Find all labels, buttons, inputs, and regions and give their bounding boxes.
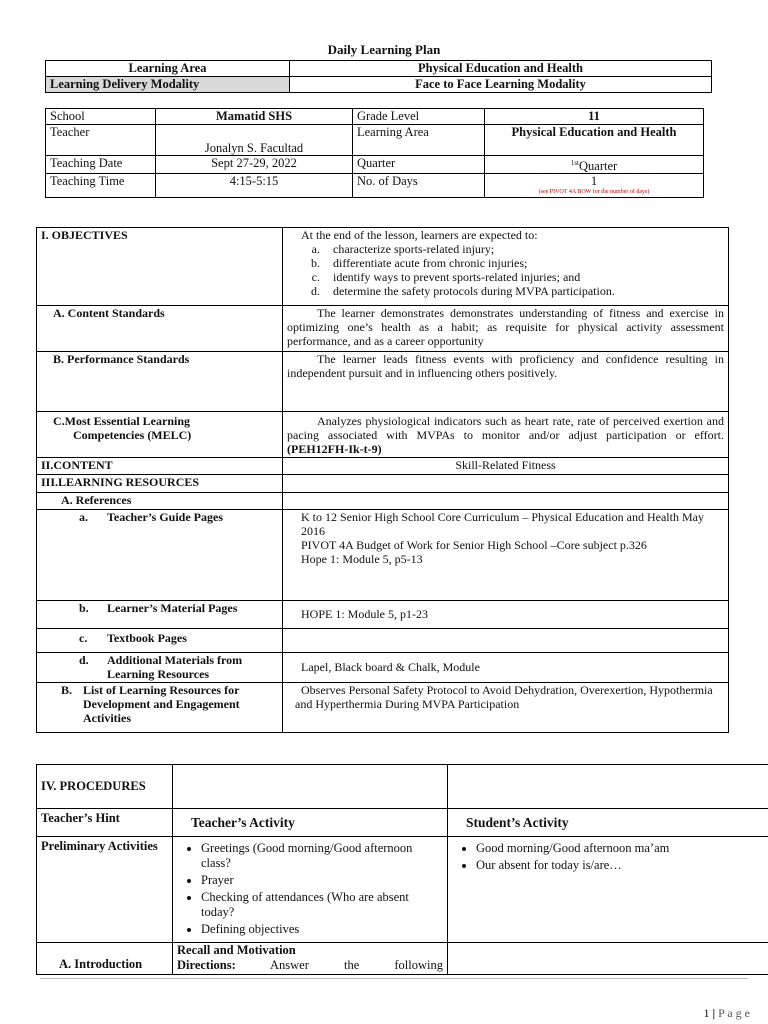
objective-item: b. differentiate acute from chronic injuries;: [323, 256, 724, 270]
days-note: (see PIVOT 4A BOW for the number of days): [538, 189, 650, 196]
learning-area-value: Physical Education and Health: [290, 61, 712, 77]
procedures-heading: IV. PROCEDURES: [37, 765, 173, 809]
list-item: • Defining objectives: [201, 922, 443, 937]
page-title: Daily Learning Plan: [327, 42, 441, 57]
header-table: [45, 60, 712, 93]
empty-cell: [448, 765, 768, 809]
melc-text: Analyzes physiological indicators such as heart rate, rate of perceived exertion and pacing associated with MVPAs to monitor and/or adjust participation or effort. (PEH12FH-Ik-t-9): [283, 412, 729, 458]
objective-item: d. determine the safety protocols during MVPA participation.: [323, 284, 724, 298]
teachers-guide-text: K to 12 Senior High School Core Curriculum – Physical Education and Health May 2016 PIVOT 4A Budget of Work for Senior High School –Core subject p.326 Hope 1: Module 5, p5-13: [283, 510, 729, 601]
additional-materials-label: d. Additional Materials from Learning Resources: [37, 653, 283, 683]
grade-value: 11: [485, 109, 704, 125]
teacher-value: Jonalyn S. Facultad: [156, 125, 353, 156]
date-value: Sept 27-29, 2022: [156, 156, 353, 174]
empty-cell: [283, 629, 729, 653]
school-value: Mamatid SHS: [156, 109, 353, 125]
objectives-cell: [283, 228, 729, 306]
empty-cell: [283, 475, 729, 493]
list-item: • Prayer: [201, 873, 443, 888]
teacher-activity-cell: [173, 837, 448, 943]
additional-materials-text: Lapel, Black board & Chalk, Module: [283, 653, 729, 683]
objective-item: c. identify ways to prevent sports-related injuries; and: [323, 270, 724, 284]
days-label: No. of Days: [353, 174, 485, 198]
list-resources-label: B. List of Learning Resources for Development and Engagement Activities: [37, 683, 283, 733]
preliminary-activities-label: Preliminary Activities: [37, 837, 173, 943]
list-item: • Checking of attendances (Who are absent today?: [201, 890, 443, 920]
content-label: II.CONTENT: [37, 458, 283, 475]
empty-cell: [283, 493, 729, 510]
objective-item: a. characterize sports-related injury;: [323, 242, 724, 256]
performance-standards-text: The learner leads fitness events with proficiency and confidence resulting in independent pursuit and in influencing others positively.: [283, 352, 729, 412]
modality-value: Face to Face Learning Modality: [290, 77, 712, 93]
objectives-list: [301, 242, 724, 298]
objectives-intro: At the end of the lesson, learners are expected to:: [301, 228, 538, 242]
teacher-activity-heading: Teacher’s Activity: [173, 809, 448, 837]
recall-motivation: Recall and Motivation: [177, 943, 296, 957]
area-value: Physical Education and Health: [485, 125, 704, 156]
empty-cell: [173, 765, 448, 809]
info-table: [45, 108, 704, 198]
time-label: Teaching Time: [46, 174, 156, 198]
days-value: 1 (see PIVOT 4A BOW for the number of days): [485, 174, 704, 198]
learning-area-label: Learning Area: [46, 61, 290, 77]
references-label: A. References: [37, 493, 283, 510]
page-word: P a g e: [718, 1006, 750, 1020]
quarter-label: Quarter: [353, 156, 485, 174]
introduction-label: A. Introduction: [37, 943, 173, 975]
performance-standards-label: B. Performance Standards: [37, 352, 283, 412]
footer-divider: [40, 978, 748, 979]
teachers-hint-label: Teacher’s Hint: [37, 809, 173, 837]
modality-label: Learning Delivery Modality: [46, 77, 290, 93]
introduction-cell: [173, 943, 448, 975]
area-label: Learning Area: [353, 125, 485, 156]
empty-cell: [448, 943, 768, 975]
directions-line: Directions: Answer the following: [177, 958, 443, 972]
time-value: 4:15-5:15: [156, 174, 353, 198]
learners-material-label: b. Learner’s Material Pages: [37, 601, 283, 629]
learning-resources-label: III.LEARNING RESOURCES: [37, 475, 283, 493]
melc-code: (PEH12FH-Ik-t-9): [287, 442, 382, 456]
list-resources-text: Observes Personal Safety Protocol to Avoid Dehydration, Overexertion, Hypothermia and Hyperthermia During MVPA Participation: [283, 683, 729, 733]
student-activity-cell: [448, 837, 768, 943]
date-label: Teaching Date: [46, 156, 156, 174]
content-text: Skill-Related Fitness: [283, 458, 729, 475]
melc-label: C.Most Essential Learning Competencies (MELC): [37, 412, 283, 458]
learners-material-text: HOPE 1: Module 5, p1-23: [283, 601, 729, 629]
grade-label: Grade Level: [353, 109, 485, 125]
teacher-activity-list: [177, 841, 443, 937]
list-item: • Our absent for today is/are…: [476, 858, 768, 873]
content-standards-label: A. Content Standards: [37, 306, 283, 352]
objectives-heading: I. OBJECTIVES: [37, 228, 283, 306]
school-label: School: [46, 109, 156, 125]
list-item: • Greetings (Good morning/Good afternoon class?: [201, 841, 443, 871]
quarter-value: $^{1st}$Quarter: [485, 156, 704, 174]
textbook-label: c. Textbook Pages: [37, 629, 283, 653]
page-number: 1: [703, 1006, 710, 1020]
list-item: • Good morning/Good afternoon ma’am: [476, 841, 768, 856]
teachers-guide-label: a. Teacher’s Guide Pages: [37, 510, 283, 601]
objectives-table: [36, 227, 729, 733]
procedures-table: [36, 764, 768, 975]
page-footer: 1 | P a g e: [703, 1006, 750, 1020]
content-standards-text: The learner demonstrates demonstrates understanding of fitness and exercise in optimizing one’s health as a habit; as requisite for physical activity assessment performance, and as a career opportunity: [283, 306, 729, 352]
teacher-label: Teacher: [46, 125, 156, 156]
student-activity-heading: Student’s Activity: [448, 809, 768, 837]
student-activity-list: [452, 841, 768, 873]
